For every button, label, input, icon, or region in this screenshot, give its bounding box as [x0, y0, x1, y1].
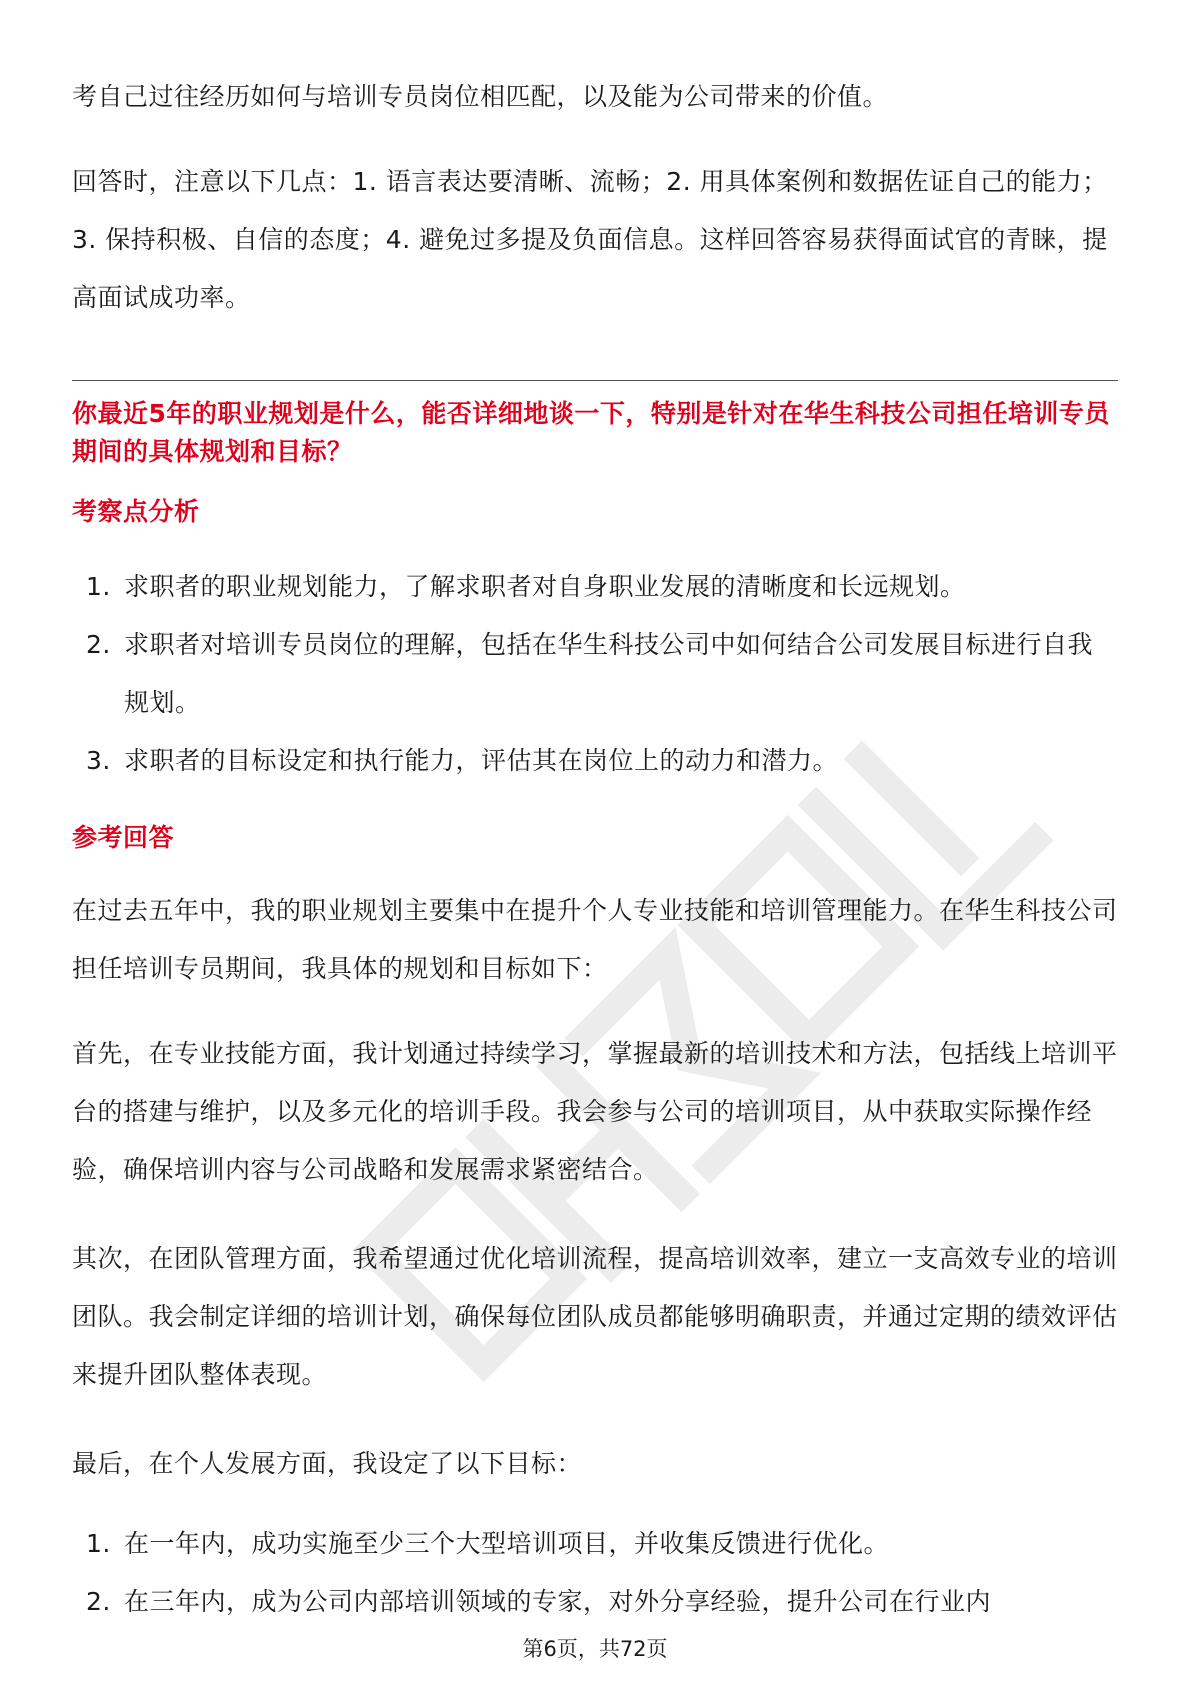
goals-list: [72, 1515, 1118, 1631]
intro-continued-paragraph: 考自己过往经历如何与培训专员岗位相匹配，以及能为公司带来的价值。: [72, 82, 889, 111]
list-item-text: 在一年内，成功实施至少三个大型培训项目，并收集反馈进行优化。: [124, 1529, 890, 1558]
list-item: [72, 732, 1118, 790]
list-number: 2.: [86, 1587, 111, 1616]
list-item-text: 求职者对培训专员岗位的理解，包括在华生科技公司中如何结合公司发展目标进行自我规划。: [124, 630, 1094, 717]
list-item-text: 在三年内，成为公司内部培训领域的专家，对外分享经验，提升公司在行业内: [124, 1587, 992, 1616]
list-number: 1.: [86, 1529, 111, 1558]
answer-paragraph: 在过去五年中，我的职业规划主要集中在提升个人专业技能和培训管理能力。在华生科技公司担任培训专员期间，我具体的规划和目标如下：: [72, 896, 1118, 983]
list-number: 3.: [86, 746, 111, 775]
answer-heading: 参考回答: [72, 823, 175, 852]
list-item: [72, 558, 1118, 616]
list-number: 2.: [86, 630, 111, 659]
list-item: [72, 1573, 1118, 1631]
list-item: [72, 1515, 1118, 1573]
section-divider: [72, 380, 1118, 381]
list-item-text: 求职者的职业规划能力，了解求职者对自身职业发展的清晰度和长远规划。: [124, 572, 966, 601]
analysis-list: [72, 558, 1118, 790]
answer-paragraph: 首先，在专业技能方面，我计划通过持续学习，掌握最新的培训技术和方法，包括线上培训平台的搭建与维护，以及多元化的培训手段。我会参与公司的培训项目，从中获取实际操作经验，确保培训内容与公司战略和发展需求紧密结合。: [72, 1039, 1118, 1184]
interview-question: 你最近5年的职业规划是什么，能否详细地谈一下，特别是针对在华生科技公司担任培训专员期间的具体规划和目标？: [72, 399, 1110, 466]
list-number: 1.: [86, 572, 111, 601]
list-item: [72, 616, 1118, 732]
answer-tips-paragraph: 回答时，注意以下几点：1. 语言表达要清晰、流畅；2. 用具体案例和数据佐证自己的能力；3. 保持积极、自信的态度；4. 避免过多提及负面信息。这样回答容易获得面试官的青睐，提高面试成功率。: [72, 167, 1108, 312]
list-item-text: 求职者的目标设定和执行能力，评估其在岗位上的动力和潜力。: [124, 746, 839, 775]
analysis-heading: 考察点分析: [72, 497, 200, 526]
answer-paragraph: 最后，在个人发展方面，我设定了以下目标：: [72, 1449, 583, 1478]
answer-paragraph: 其次，在团队管理方面，我希望通过优化培训流程，提高培训效率，建立一支高效专业的培训团队。我会制定详细的培训计划，确保每位团队成员都能够明确职责，并通过定期的绩效评估来提升团队整体表现。: [72, 1244, 1118, 1389]
page-number-footer: 第6页，共72页: [522, 1637, 668, 1661]
